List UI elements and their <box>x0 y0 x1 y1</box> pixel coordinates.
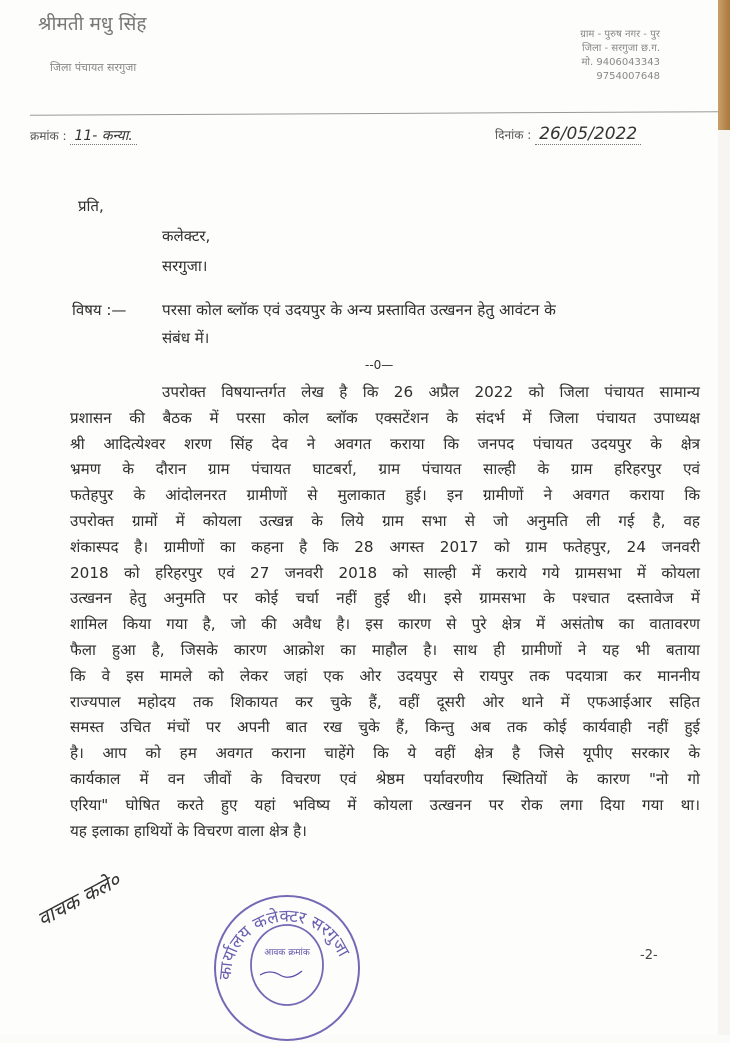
paper-edge-shadow <box>718 0 730 130</box>
collector-office-seal <box>212 893 362 1043</box>
reference-number <box>30 126 137 145</box>
body-line: उपरोक्त विषयान्तर्गत लेख है कि 26 अप्रैल 2022 को जिला पंचायत सामान्य <box>162 383 700 401</box>
body-line: कि वे इस मामले को लेकर जहां एक ओर उदयपुर से रायपुर तक पदयात्रा कर माननीय <box>70 666 700 685</box>
letterhead-designation: जिला पंचायत सरगुजा <box>50 61 137 74</box>
addressee-line-2: सरगुजा। <box>162 257 208 275</box>
body-line: शंकास्पद है। ग्रामीणों का कहना है कि 28 अगस्त 2017 को ग्राम फतेहपुर, 24 जनवरी <box>70 537 700 556</box>
letterhead-contact <box>520 28 660 84</box>
address-line-1: ग्राम - पुरुष नगर - पुर <box>580 29 660 40</box>
body-line: राज्यपाल महोदय तक शिकायत कर चुके हैं, वहीं दूसरी ओर थाने में एफआईआर सहित <box>70 692 700 711</box>
body-line: शामिल किया गया है, जो की अवैध है। इस कारण से पुरे क्षेत्र में असंतोष का वातावरण <box>70 615 700 634</box>
header-divider <box>30 111 720 116</box>
reference-label: क्रमांक : <box>30 129 67 143</box>
page-number: -2- <box>640 948 658 963</box>
handwritten-note: वाचक कले० <box>33 867 125 932</box>
body-line: है। आप को हम अवगत कराना चाहेंगे कि ये वहीं क्षेत्र है जिसे यूपीए सरकार के <box>70 744 700 763</box>
subject-line-2: संबंध में। <box>162 329 210 347</box>
phone-2: 9754007648 <box>596 71 660 82</box>
letter-date <box>495 124 641 144</box>
addressee-line-1: कलेक्टर, <box>162 227 211 245</box>
body-line: कार्यकाल में वन जीवों के विचरण एवं श्रेष्ठम पर्यावरणीय स्थितियों के कारण "नो गो <box>70 769 700 788</box>
body-line: यह इलाका हाथियों के विचरण वाला क्षेत्र है। <box>70 821 307 840</box>
seal-outer-text: कार्यालय कलेक्टर सरगुजा <box>215 906 354 981</box>
date-label: दिनांक : <box>495 128 532 142</box>
body-line: एरिया" घोषित करते हुए यहां भविष्य में कोयला उत्खनन पर रोक लगा दिया गया था। <box>70 795 700 814</box>
body-line: श्री आदित्येश्वर शरण सिंह देव ने अवगत कराया कि जनपद पंचायत उदयपुर के क्षेत्र <box>70 434 700 453</box>
phone-1: मो. 9406043343 <box>581 57 660 68</box>
body-line: फैला हुआ है, जिसके कारण आक्रोश का माहौल है। साथ ही ग्रामीणों ने यह भी बताया <box>70 640 700 659</box>
body-line: भ्रमण के दौरान ग्राम पंचायत घाटबर्रा, ग्राम पंचायत साल्ही के ग्राम हरिहरपुर एवं <box>70 460 700 479</box>
body-line: प्रशासन की बैठक में परसा कोल ब्लॉक एक्सटेंशन के संदर्भ में जिला पंचायत उपाध्यक्ष <box>70 408 700 427</box>
reference-value: 11- कन्या. <box>70 128 136 145</box>
subject-label: विषय :— <box>72 301 127 319</box>
letterhead-name: श्रीमती मधु सिंह <box>38 13 147 35</box>
address-line-2: जिला - सरगुजा छ.ग. <box>581 43 660 54</box>
body-line: फतेहपुर के आंदोलनरत ग्रामीणों से मुलाकात हुई। इन ग्रामीणों ने अवगत कराया कि <box>70 486 700 505</box>
body-line: समस्त उचित मंचों पर अपनी बात रख चुके हैं, किन्तु अब तक कोई कार्यवाही नहीं हुई <box>70 718 700 737</box>
addressee-prati: प्रति, <box>78 197 104 215</box>
paper-edge <box>718 130 730 1035</box>
separator: --0— <box>365 358 394 372</box>
letter-body <box>70 380 700 844</box>
body-line: उत्खनन हेतु अनुमति पर कोई चर्चा नहीं हुई थी। इसे ग्रामसभा के पश्चात दस्तावेज में <box>70 589 700 608</box>
seal-inner-text: आवक क्रमांक <box>264 948 310 958</box>
date-value: 26/05/2022 <box>535 124 641 145</box>
body-line: 2018 को हरिहरपुर एवं 27 जनवरी 2018 को साल्ही में कराये गये ग्रामसभा में कोयला <box>70 563 700 582</box>
subject-line-1: परसा कोल ब्लॉक एवं उदयपुर के अन्य प्रस्तावित उत्खनन हेतु आवंटन के <box>162 301 556 319</box>
body-line: उपरोक्त ग्रामों में कोयला उत्खन्न के लिये ग्राम सभा से जो अनुमति ली गई है, वह <box>70 511 700 530</box>
